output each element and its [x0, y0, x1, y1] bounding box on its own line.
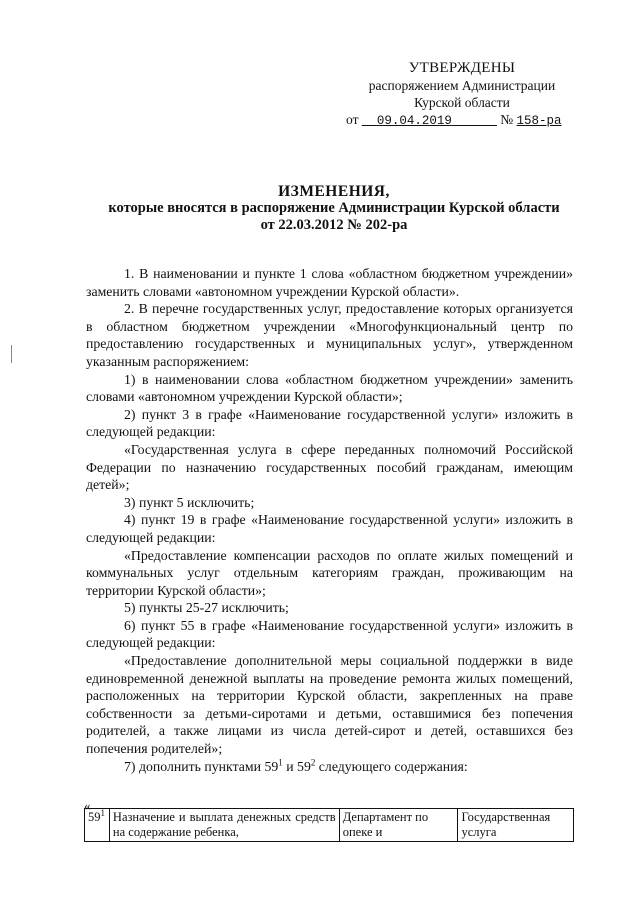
date-prefix: от — [346, 112, 359, 127]
paragraph-1: 1. В наименовании и пункте 1 слова «областном бюджетном учреждении» заменить словами «автономном учреждении Курской области». — [86, 266, 573, 299]
document-body — [86, 265, 573, 775]
paragraph-8: «Предоставление компенсации расходов по оплате жилых помещений и коммунальных услуг отдельным категориям граждан, проживающим на территории Курской области»; — [86, 547, 573, 598]
paragraph-9: 5) пункты 25-27 исключить; — [124, 600, 289, 616]
row-number: $59^1$ — [85, 809, 110, 842]
service-type: Государственная услуга — [458, 809, 574, 842]
table-open-quote: « — [84, 798, 91, 813]
paragraph-4: 2) пункт 3 в графе «Наименование государственной услуги» изложить в следующей редакции: — [86, 406, 573, 440]
title-main: ИЗМЕНЕНИЯ, — [278, 183, 390, 200]
service-name: Назначение и выплата денежных средств на содержание ребенка, — [109, 809, 339, 842]
approval-stamp — [342, 60, 582, 130]
services-table — [84, 808, 574, 842]
approval-line-1: распоряжением Администрации — [368, 78, 556, 93]
paragraph-6: 3) пункт 5 исключить; — [124, 494, 255, 510]
table-row — [85, 809, 574, 842]
paragraph-12: 7) дополнить пунктами $59^1$ и $59^2$ следующего содержания: — [124, 757, 468, 774]
approval-date-line — [342, 111, 582, 130]
department-name: Департамент по опеке и — [339, 809, 458, 842]
paragraph-2: 2. В перечне государственных услуг, предоставление которых организуется в областном бюджетном учреждении «Многофункциональный центр по предоставлению государственных и муниципальных услуг», утвержденном указанным распоряжением: — [86, 301, 573, 369]
paragraph-11: «Предоставление дополнительной меры социальной поддержки в виде единовременной денежной выплаты на проведение ремонта жилых помещений, расположенных на территории Курской области, закрепленных на праве собственности за детьми-сиротами и детьми, оставшимися без попечения родителей, а также лицами из числа детей-сирот и детей, оставшихся без попечения родителей»; — [86, 653, 573, 757]
title-sub-1: которые вносятся в распоряжение Администрации Курской области — [108, 200, 560, 216]
paragraph-5: «Государственная услуга в сфере переданных полномочий Российской Федерации по назначению государственных пособий гражданам, имеющим детей»; — [86, 441, 573, 493]
approval-number: 158-ра — [516, 114, 562, 128]
document-title — [70, 183, 598, 234]
title-sub-2: от 22.03.2012 № 202-ра — [260, 217, 408, 233]
paragraph-10: 6) пункт 55 в графе «Наименование государственной услуги» изложить в следующей редакции: — [86, 617, 573, 651]
approval-heading: УТВЕРЖДЕНЫ — [408, 60, 516, 76]
paragraph-7: 4) пункт 19 в графе «Наименование государственной услуги» изложить в следующей редакции: — [86, 512, 573, 545]
margin-mark — [11, 345, 12, 363]
approval-date: 09.04.2019 — [376, 114, 452, 128]
approval-line-2: Курской области — [414, 95, 510, 110]
paragraph-3: 1) в наименовании слова «областном бюджетном учреждении» заменить словами «автономном учреждении Курской области»; — [86, 371, 573, 405]
number-prefix: № — [500, 112, 514, 127]
